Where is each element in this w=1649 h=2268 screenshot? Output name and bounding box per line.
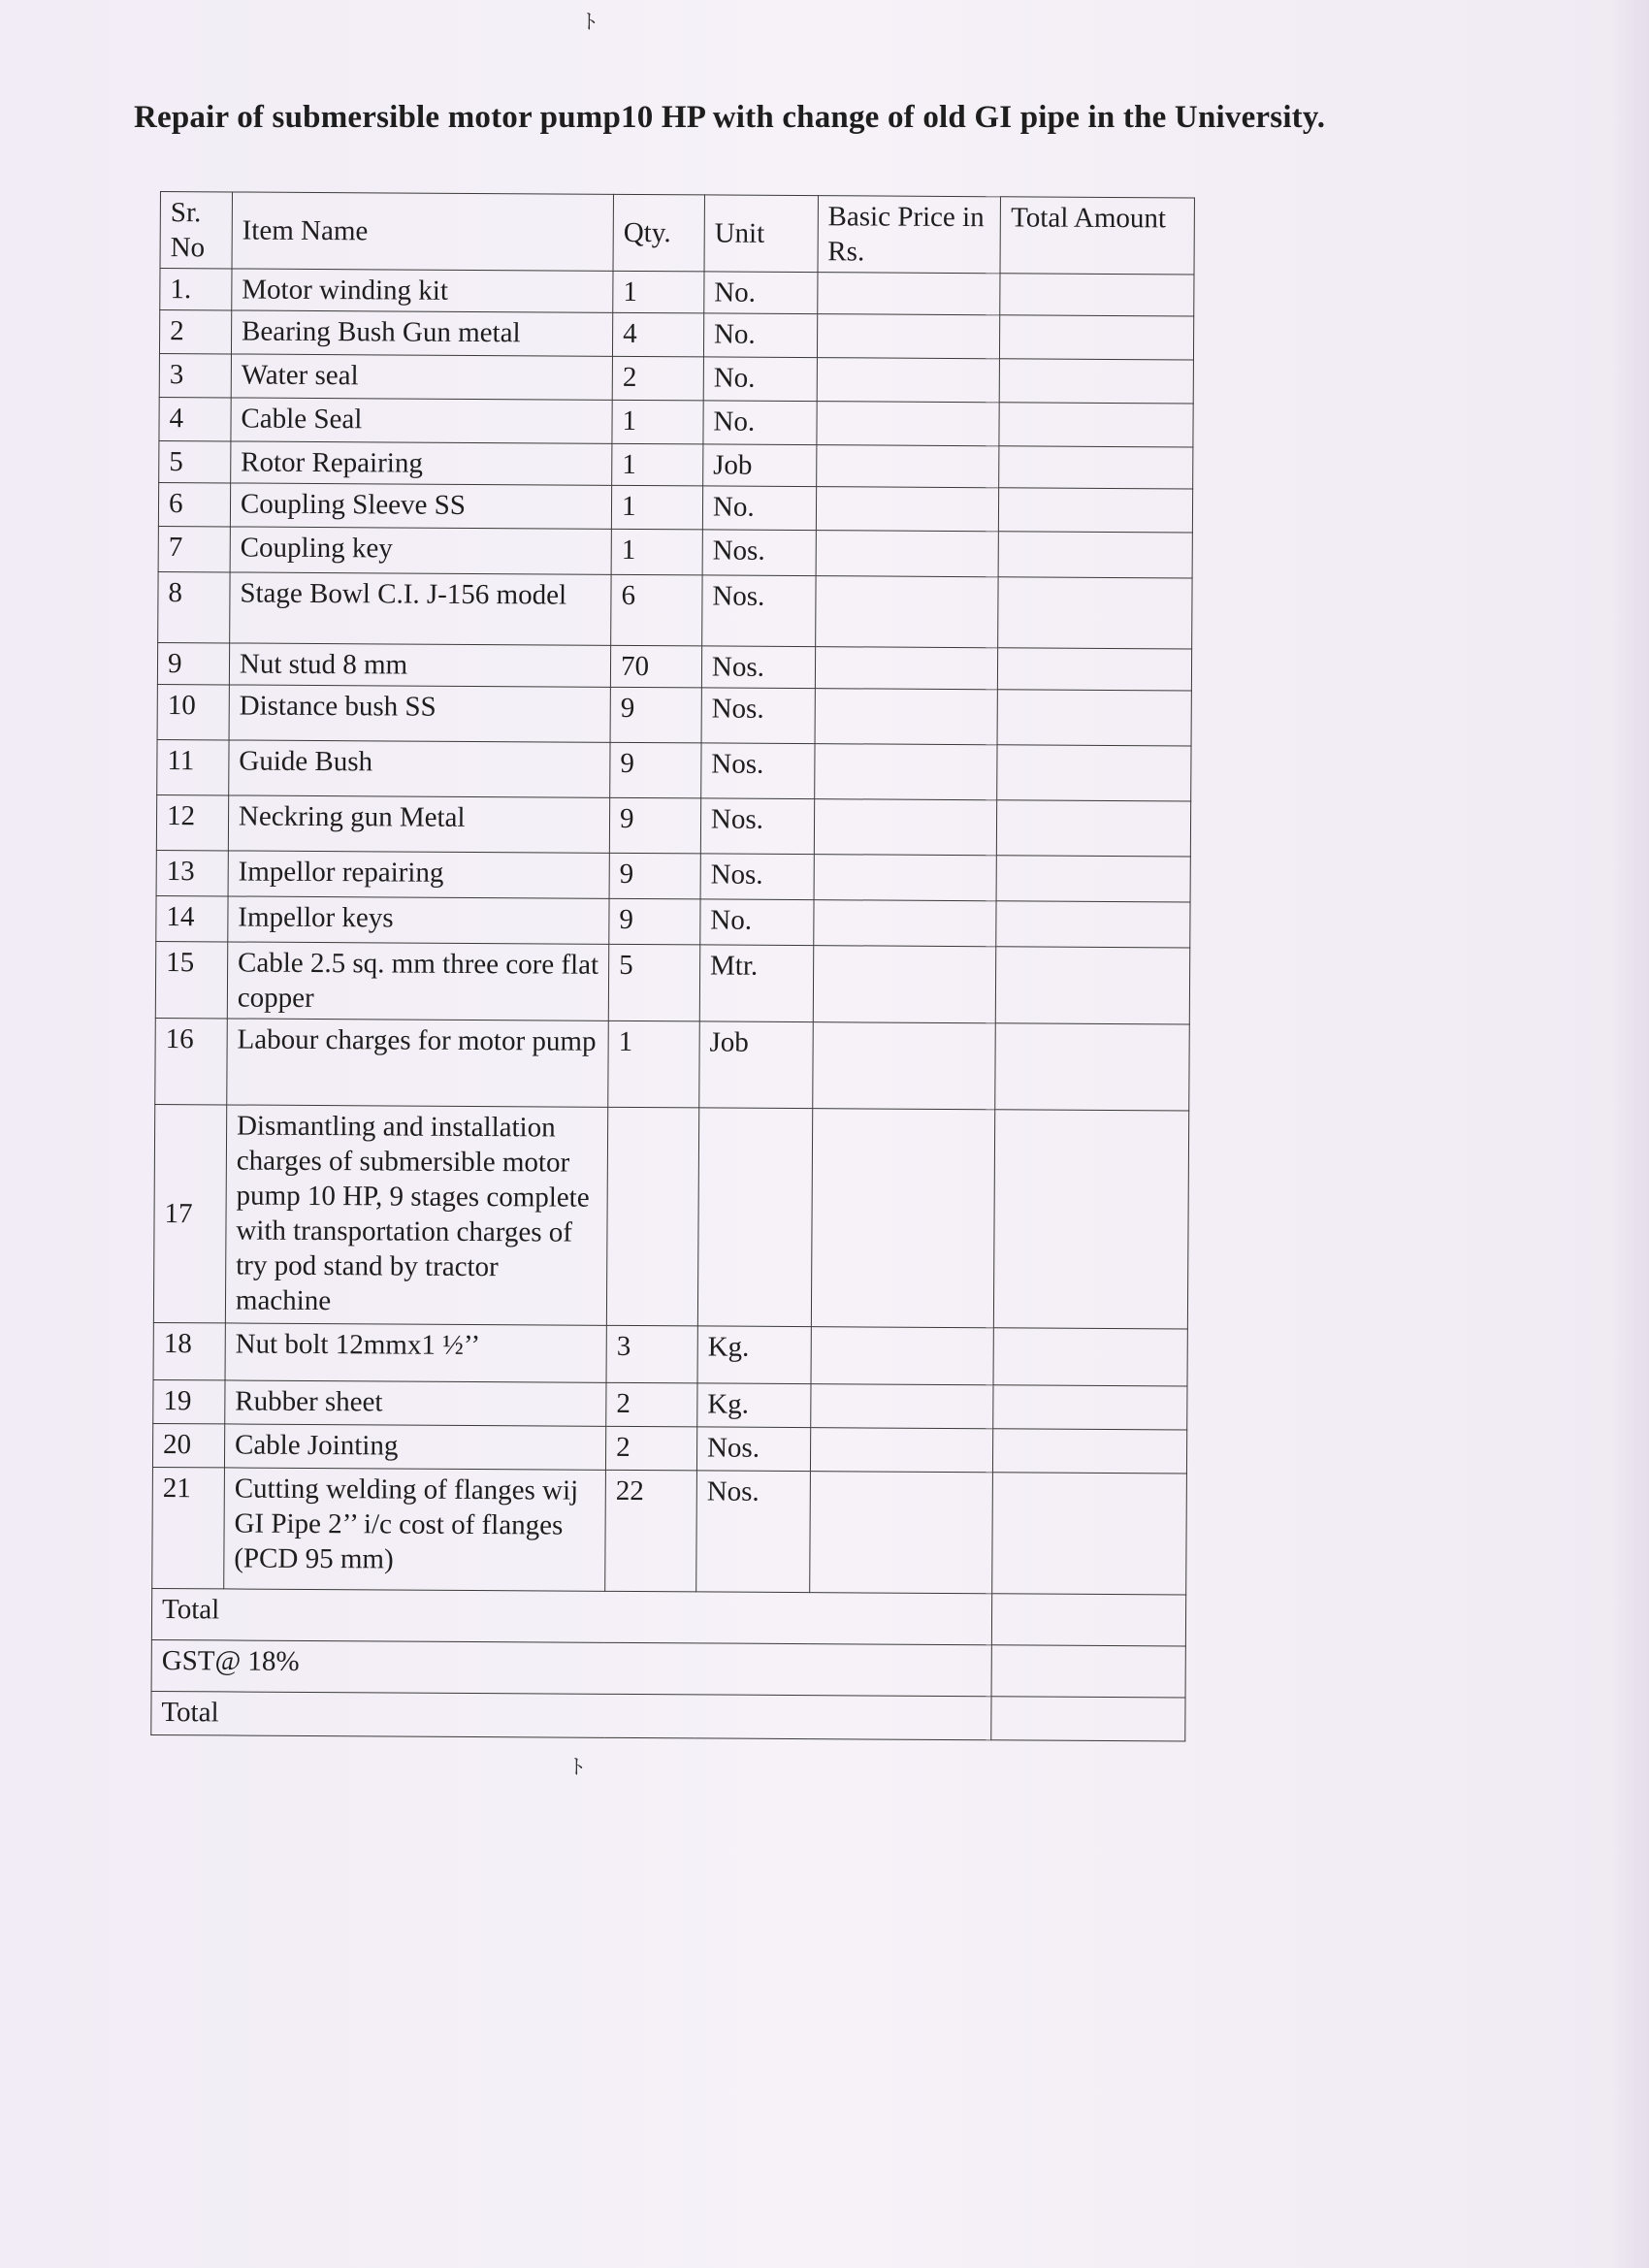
row-total-amount xyxy=(992,1473,1186,1595)
table-row xyxy=(159,440,1193,489)
row-unit: No. xyxy=(703,357,817,402)
table-row xyxy=(153,1322,1187,1386)
row-total-amount xyxy=(998,648,1192,691)
row-total-amount xyxy=(997,745,1191,801)
row-item-name: Motor winding kit xyxy=(232,269,613,312)
summary-total-value xyxy=(992,1594,1186,1646)
table-row xyxy=(153,1379,1187,1430)
row-sr-no: 8 xyxy=(158,571,230,642)
row-basic-price xyxy=(816,487,999,532)
row-total-amount xyxy=(998,532,1192,578)
table-row xyxy=(156,850,1190,902)
row-total-amount xyxy=(994,1110,1189,1329)
row-unit: Nos. xyxy=(702,530,816,576)
row-sr-no: 17 xyxy=(153,1104,226,1322)
row-sr-no: 3 xyxy=(159,353,231,397)
row-sr-no: 4 xyxy=(159,397,231,440)
row-sr-no: 20 xyxy=(152,1423,224,1467)
row-item-name: Cutting welding of flanges wij GI Pipe 2’’ i/c cost of flanges (PCD 95 mm) xyxy=(224,1468,606,1591)
row-basic-price xyxy=(809,1472,992,1594)
table-row xyxy=(156,895,1190,948)
row-basic-price xyxy=(813,946,996,1023)
summary-total-label: Total xyxy=(151,1588,992,1644)
row-item-name: Cable Jointing xyxy=(224,1424,605,1470)
row-unit: Job xyxy=(703,444,817,487)
row-qty: 1 xyxy=(611,529,702,575)
row-item-name: Coupling Sleeve SS xyxy=(230,483,611,529)
row-qty: 70 xyxy=(610,645,701,688)
row-basic-price xyxy=(811,1109,995,1328)
table-row xyxy=(159,353,1193,404)
table-row xyxy=(157,739,1191,801)
table-row xyxy=(160,269,1194,317)
table-row xyxy=(157,642,1191,691)
pen-mark-icon: ﾄ xyxy=(585,11,597,35)
row-sr-no: 1. xyxy=(160,269,232,310)
row-item-name: Dismantling and installation charges of submersible motor pump 10 HP, 9 stages complete with transportation charges of try pod stand by tractor machine xyxy=(225,1105,607,1325)
table-row xyxy=(157,684,1191,746)
header-qty: Qty. xyxy=(613,194,704,272)
table-row xyxy=(158,571,1192,649)
row-qty xyxy=(606,1107,698,1326)
row-qty: 5 xyxy=(608,944,699,1021)
row-basic-price xyxy=(811,1327,994,1385)
row-total-amount xyxy=(993,1429,1187,1474)
header-sr-no: Sr. No xyxy=(160,192,232,269)
page-edge-shadow xyxy=(1610,0,1649,2268)
row-sr-no: 16 xyxy=(155,1018,227,1104)
summary-row-total xyxy=(151,1588,1185,1646)
bill-of-quantities-table xyxy=(150,191,1195,1741)
row-unit xyxy=(697,1108,812,1327)
table-body xyxy=(152,269,1194,1595)
row-qty: 9 xyxy=(609,797,700,854)
row-unit: Nos. xyxy=(701,688,815,744)
row-item-name: Coupling key xyxy=(230,527,611,574)
summary-row-gst xyxy=(151,1639,1185,1698)
row-qty: 1 xyxy=(611,485,702,530)
row-total-amount xyxy=(996,947,1190,1024)
row-item-name: Rotor Repairing xyxy=(231,441,612,485)
row-item-name: Water seal xyxy=(231,354,612,400)
row-total-amount xyxy=(998,577,1192,649)
row-sr-no: 2 xyxy=(159,310,231,354)
table-row xyxy=(155,941,1189,1024)
summary-gst-label: GST@ 18% xyxy=(151,1639,992,1696)
row-basic-price xyxy=(815,689,998,745)
row-basic-price xyxy=(817,273,1000,315)
row-basic-price xyxy=(814,744,997,800)
row-total-amount xyxy=(999,403,1193,447)
row-qty: 9 xyxy=(610,687,701,743)
row-total-amount xyxy=(993,1385,1187,1430)
row-unit: Nos. xyxy=(701,743,815,799)
row-total-amount xyxy=(1000,274,1194,316)
row-basic-price xyxy=(817,402,1000,446)
row-total-amount xyxy=(996,901,1190,948)
row-qty: 1 xyxy=(608,1021,699,1108)
row-item-name: Impellor keys xyxy=(228,896,609,944)
header-item-name: Item Name xyxy=(232,192,614,271)
row-qty: 1 xyxy=(613,271,704,313)
row-item-name: Nut bolt 12mmx1 ½’’ xyxy=(225,1323,606,1382)
row-unit: No. xyxy=(702,486,816,531)
table-row xyxy=(152,1467,1187,1595)
row-qty: 9 xyxy=(610,742,701,798)
row-qty: 1 xyxy=(612,443,703,486)
header-unit: Unit xyxy=(704,195,818,273)
row-item-name: Labour charges for motor pump xyxy=(227,1019,609,1107)
header-total-amount: Total Amount xyxy=(1000,197,1194,275)
row-total-amount xyxy=(995,1023,1189,1111)
row-sr-no: 14 xyxy=(156,895,228,941)
row-total-amount xyxy=(999,359,1193,404)
row-unit: Nos. xyxy=(702,575,816,647)
row-basic-price xyxy=(817,358,1000,403)
row-basic-price xyxy=(814,799,997,856)
row-qty: 4 xyxy=(612,312,703,357)
row-basic-price xyxy=(812,1022,995,1110)
row-unit: Kg. xyxy=(697,1326,811,1384)
row-sr-no: 18 xyxy=(153,1322,225,1379)
row-unit: Mtr. xyxy=(699,945,813,1022)
summary-row-grand-total xyxy=(151,1691,1185,1741)
header-basic-price: Basic Price in Rs. xyxy=(818,196,1001,274)
row-unit: No. xyxy=(700,899,814,946)
row-sr-no: 11 xyxy=(157,739,229,794)
table-row xyxy=(159,310,1193,361)
table-row xyxy=(155,1018,1190,1111)
row-unit: No. xyxy=(703,401,817,445)
row-unit: Kg. xyxy=(697,1383,811,1428)
row-sr-no: 21 xyxy=(152,1467,225,1588)
summary-gst-value xyxy=(991,1645,1185,1698)
row-basic-price xyxy=(816,445,999,488)
row-sr-no: 10 xyxy=(157,684,229,739)
row-item-name: Impellor repairing xyxy=(228,851,609,898)
row-qty: 2 xyxy=(612,356,703,401)
row-sr-no: 19 xyxy=(153,1379,225,1423)
table-row xyxy=(153,1104,1188,1329)
row-basic-price xyxy=(813,900,996,947)
row-qty: 9 xyxy=(609,853,700,899)
row-item-name: Stage Bowl C.I. J-156 model xyxy=(230,572,612,645)
row-sr-no: 9 xyxy=(157,642,229,684)
row-item-name: Guide Bush xyxy=(229,740,610,797)
row-qty: 2 xyxy=(605,1426,696,1471)
table-header-row xyxy=(160,192,1194,275)
row-qty: 9 xyxy=(609,898,700,945)
summary-grand-total-label: Total xyxy=(151,1691,992,1739)
row-total-amount xyxy=(997,800,1191,857)
row-unit: Nos. xyxy=(700,854,814,900)
table-row xyxy=(152,1423,1186,1474)
row-sr-no: 12 xyxy=(156,794,228,850)
row-basic-price xyxy=(816,531,999,577)
row-basic-price xyxy=(817,314,1000,359)
row-basic-price xyxy=(815,647,998,690)
row-basic-price xyxy=(815,576,998,648)
row-unit: No. xyxy=(703,313,817,358)
summary-grand-total-value xyxy=(991,1697,1185,1741)
row-sr-no: 5 xyxy=(159,440,231,482)
row-total-amount xyxy=(997,690,1191,746)
table-row xyxy=(156,794,1190,857)
row-item-name: Cable Seal xyxy=(231,398,612,443)
row-sr-no: 6 xyxy=(158,482,230,526)
row-sr-no: 13 xyxy=(156,850,228,895)
row-qty: 1 xyxy=(612,400,703,444)
row-unit: Nos. xyxy=(701,646,815,689)
row-unit: Job xyxy=(699,1021,813,1109)
row-qty: 3 xyxy=(606,1325,697,1383)
row-item-name: Distance bush SS xyxy=(229,685,610,742)
row-item-name: Nut stud 8 mm xyxy=(229,643,610,687)
row-qty: 6 xyxy=(611,574,702,646)
row-unit: No. xyxy=(704,272,818,314)
row-qty: 2 xyxy=(606,1382,697,1427)
row-qty: 22 xyxy=(605,1470,697,1592)
row-unit: Nos. xyxy=(700,798,814,855)
row-total-amount xyxy=(993,1328,1187,1386)
row-basic-price xyxy=(814,855,997,901)
pen-mark-icon: ﾄ xyxy=(572,1756,584,1780)
table-row xyxy=(159,397,1193,447)
row-total-amount xyxy=(999,446,1193,489)
row-item-name: Bearing Bush Gun metal xyxy=(231,310,612,356)
row-total-amount xyxy=(996,856,1190,902)
row-sr-no: 15 xyxy=(155,941,227,1018)
row-sr-no: 7 xyxy=(158,526,230,571)
row-total-amount xyxy=(1000,315,1194,360)
row-total-amount xyxy=(999,488,1193,533)
row-basic-price xyxy=(810,1384,993,1429)
row-item-name: Neckring gun Metal xyxy=(228,795,609,853)
row-item-name: Cable 2.5 sq. mm three core flat copper xyxy=(227,942,609,1021)
document-title: Repair of submersible motor pump10 HP with change of old GI pipe in the University. xyxy=(134,100,1326,135)
row-basic-price xyxy=(810,1428,993,1473)
row-unit: Nos. xyxy=(696,1471,811,1593)
table-row xyxy=(158,526,1192,578)
row-item-name: Rubber sheet xyxy=(225,1380,606,1426)
row-unit: Nos. xyxy=(696,1427,810,1472)
table-row xyxy=(158,482,1192,533)
